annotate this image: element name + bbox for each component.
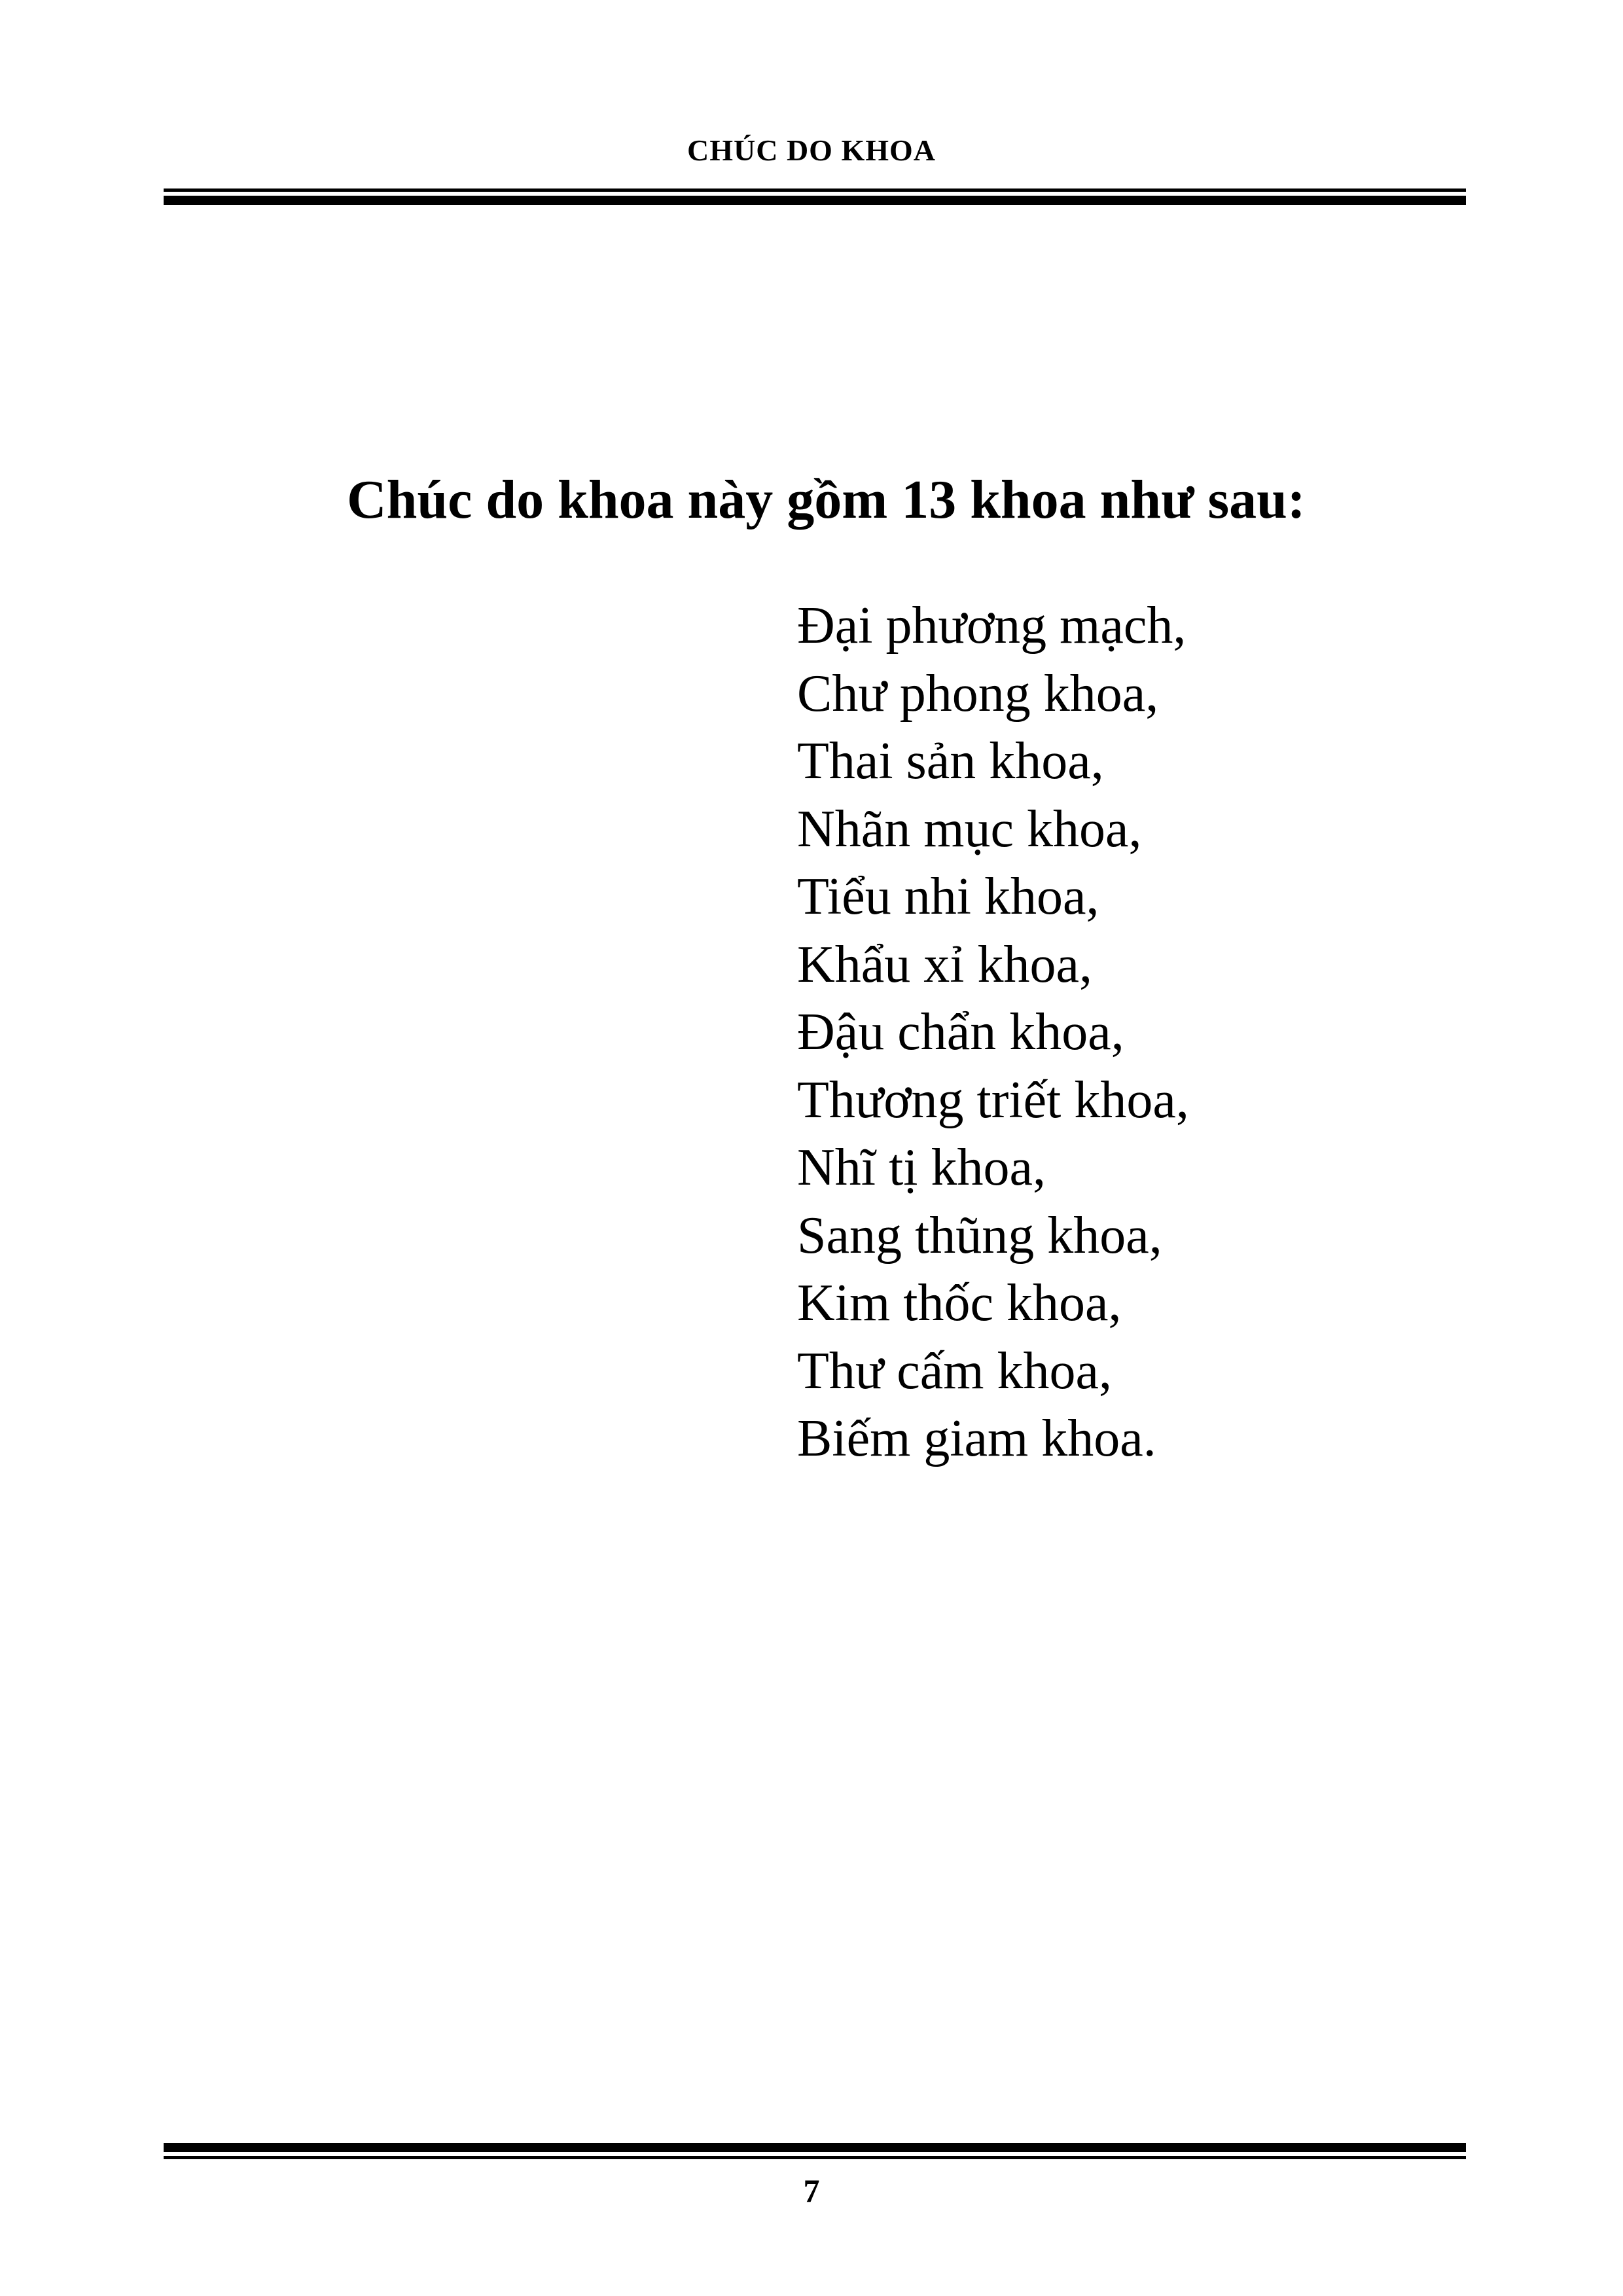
footer-rule — [164, 2143, 1466, 2159]
list-item: Thương triết khoa, — [797, 1071, 1189, 1129]
list-item: Tiểu nhi khoa, — [797, 868, 1099, 925]
list-item: Đậu chẩn khoa, — [797, 1003, 1124, 1061]
list-item: Sang thũng khoa, — [797, 1206, 1162, 1265]
specialty-list — [797, 592, 1189, 1473]
list-item: Chư phong khoa, — [797, 664, 1159, 723]
list-item: Biếm giam khoa. — [797, 1410, 1156, 1467]
list-item: Nhĩ tị khoa, — [797, 1139, 1046, 1196]
header-rule-thick-line — [164, 196, 1466, 205]
header-rule — [164, 188, 1466, 205]
list-item: Thai sản khoa, — [797, 732, 1104, 790]
list-item: Khẩu xỉ khoa, — [797, 935, 1093, 994]
section-title: Chúc do khoa này gồm 13 khoa như sau: — [347, 469, 1306, 530]
footer-rule-thin-line — [164, 2156, 1466, 2159]
list-item: Thư cấm khoa, — [797, 1342, 1112, 1400]
running-header-title: CHÚC DO KHOA — [687, 134, 936, 167]
list-item: Nhãn mục khoa, — [797, 800, 1142, 858]
footer-rule-thick-line — [164, 2143, 1466, 2152]
list-item: Đại phương mạch, — [797, 597, 1186, 655]
page-number: 7 — [803, 2172, 820, 2209]
list-item: Kim thốc khoa, — [797, 1274, 1122, 1332]
